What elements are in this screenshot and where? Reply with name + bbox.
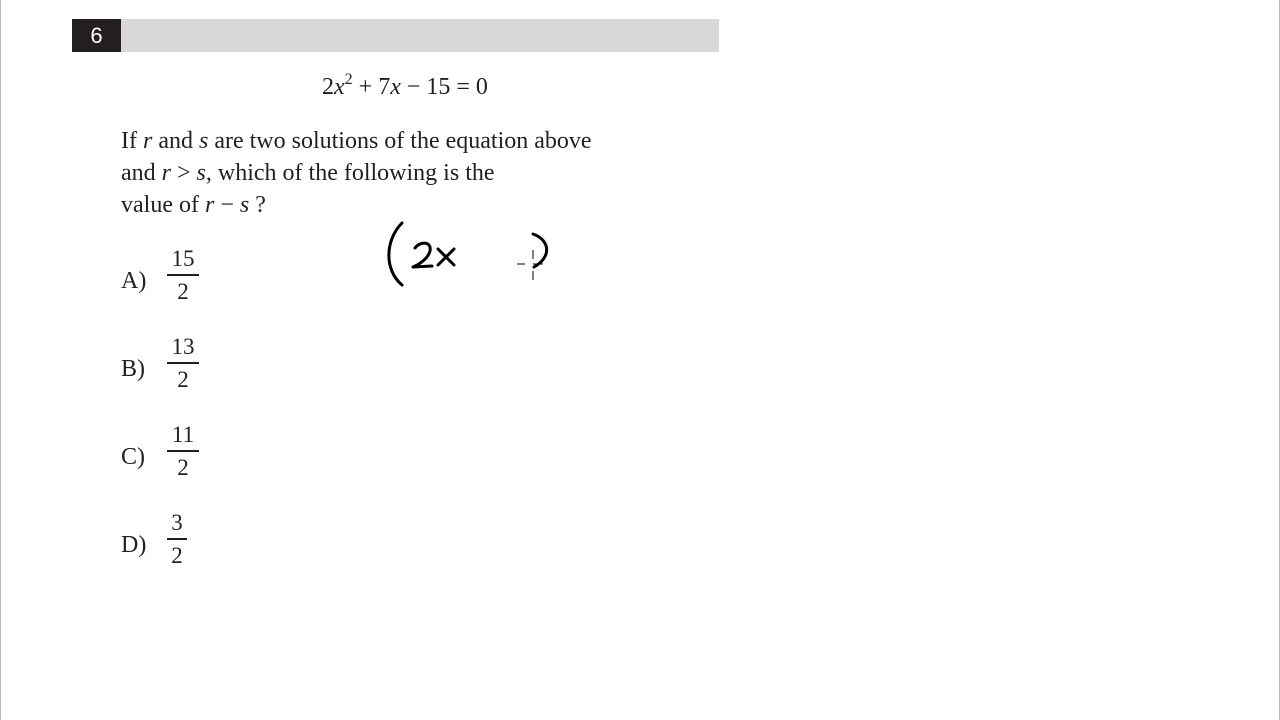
stem-text: , which of the following is the	[205, 160, 495, 186]
variable-r: r	[204, 192, 215, 218]
equation-tail: − 15 = 0	[400, 74, 488, 100]
handwritten-annotation	[380, 215, 570, 295]
variable-r: r	[142, 128, 153, 154]
equation-variable: x	[334, 74, 345, 100]
fraction-denominator: 2	[177, 454, 189, 480]
open-paren-stroke	[389, 223, 402, 285]
choice-letter: D)	[121, 532, 147, 558]
variable-s: s	[198, 128, 209, 154]
stem-text: value of	[121, 192, 205, 218]
choice-letter: A)	[121, 268, 147, 294]
fraction-numerator: 15	[171, 246, 195, 271]
close-paren-stroke	[533, 234, 547, 267]
fraction-numerator: 13	[171, 334, 195, 359]
fraction-denominator: 2	[177, 278, 189, 304]
question-header-bar	[72, 19, 719, 52]
question-stem	[121, 125, 711, 221]
choice-fraction	[167, 510, 187, 571]
stem-text: −	[214, 192, 240, 218]
fraction-denominator: 2	[177, 366, 189, 392]
choice-fraction	[167, 422, 199, 483]
stem-text: ?	[249, 192, 266, 218]
choice-fraction	[167, 334, 199, 395]
equation	[322, 71, 488, 101]
equation-middle-term: + 7	[352, 74, 391, 100]
fraction-numerator: 11	[171, 422, 195, 447]
stem-text: and	[121, 160, 162, 186]
stem-text: are two solutions of the equation above	[208, 128, 592, 154]
stem-text: >	[171, 160, 197, 186]
handwriting-strokes	[389, 223, 547, 285]
stem-text: If	[121, 128, 143, 154]
question-number: 6	[72, 19, 121, 52]
choice-fraction	[167, 246, 199, 307]
stem-text: and	[152, 128, 199, 154]
fraction-numerator: 3	[171, 510, 183, 535]
equation-exponent: 2	[344, 71, 353, 88]
equation-variable: x	[390, 74, 401, 100]
stem-line-1	[121, 125, 711, 157]
choice-letter: C)	[121, 444, 145, 470]
variable-s: s	[239, 192, 250, 218]
digit-2-stroke	[413, 243, 432, 267]
page-edge-left	[0, 0, 1, 720]
choice-letter: B)	[121, 356, 145, 382]
stem-line-2	[121, 157, 711, 189]
variable-r: r	[161, 160, 171, 186]
variable-s: s	[196, 160, 206, 186]
fraction-denominator: 2	[171, 542, 183, 568]
equation-coefficient: 2	[322, 74, 334, 100]
